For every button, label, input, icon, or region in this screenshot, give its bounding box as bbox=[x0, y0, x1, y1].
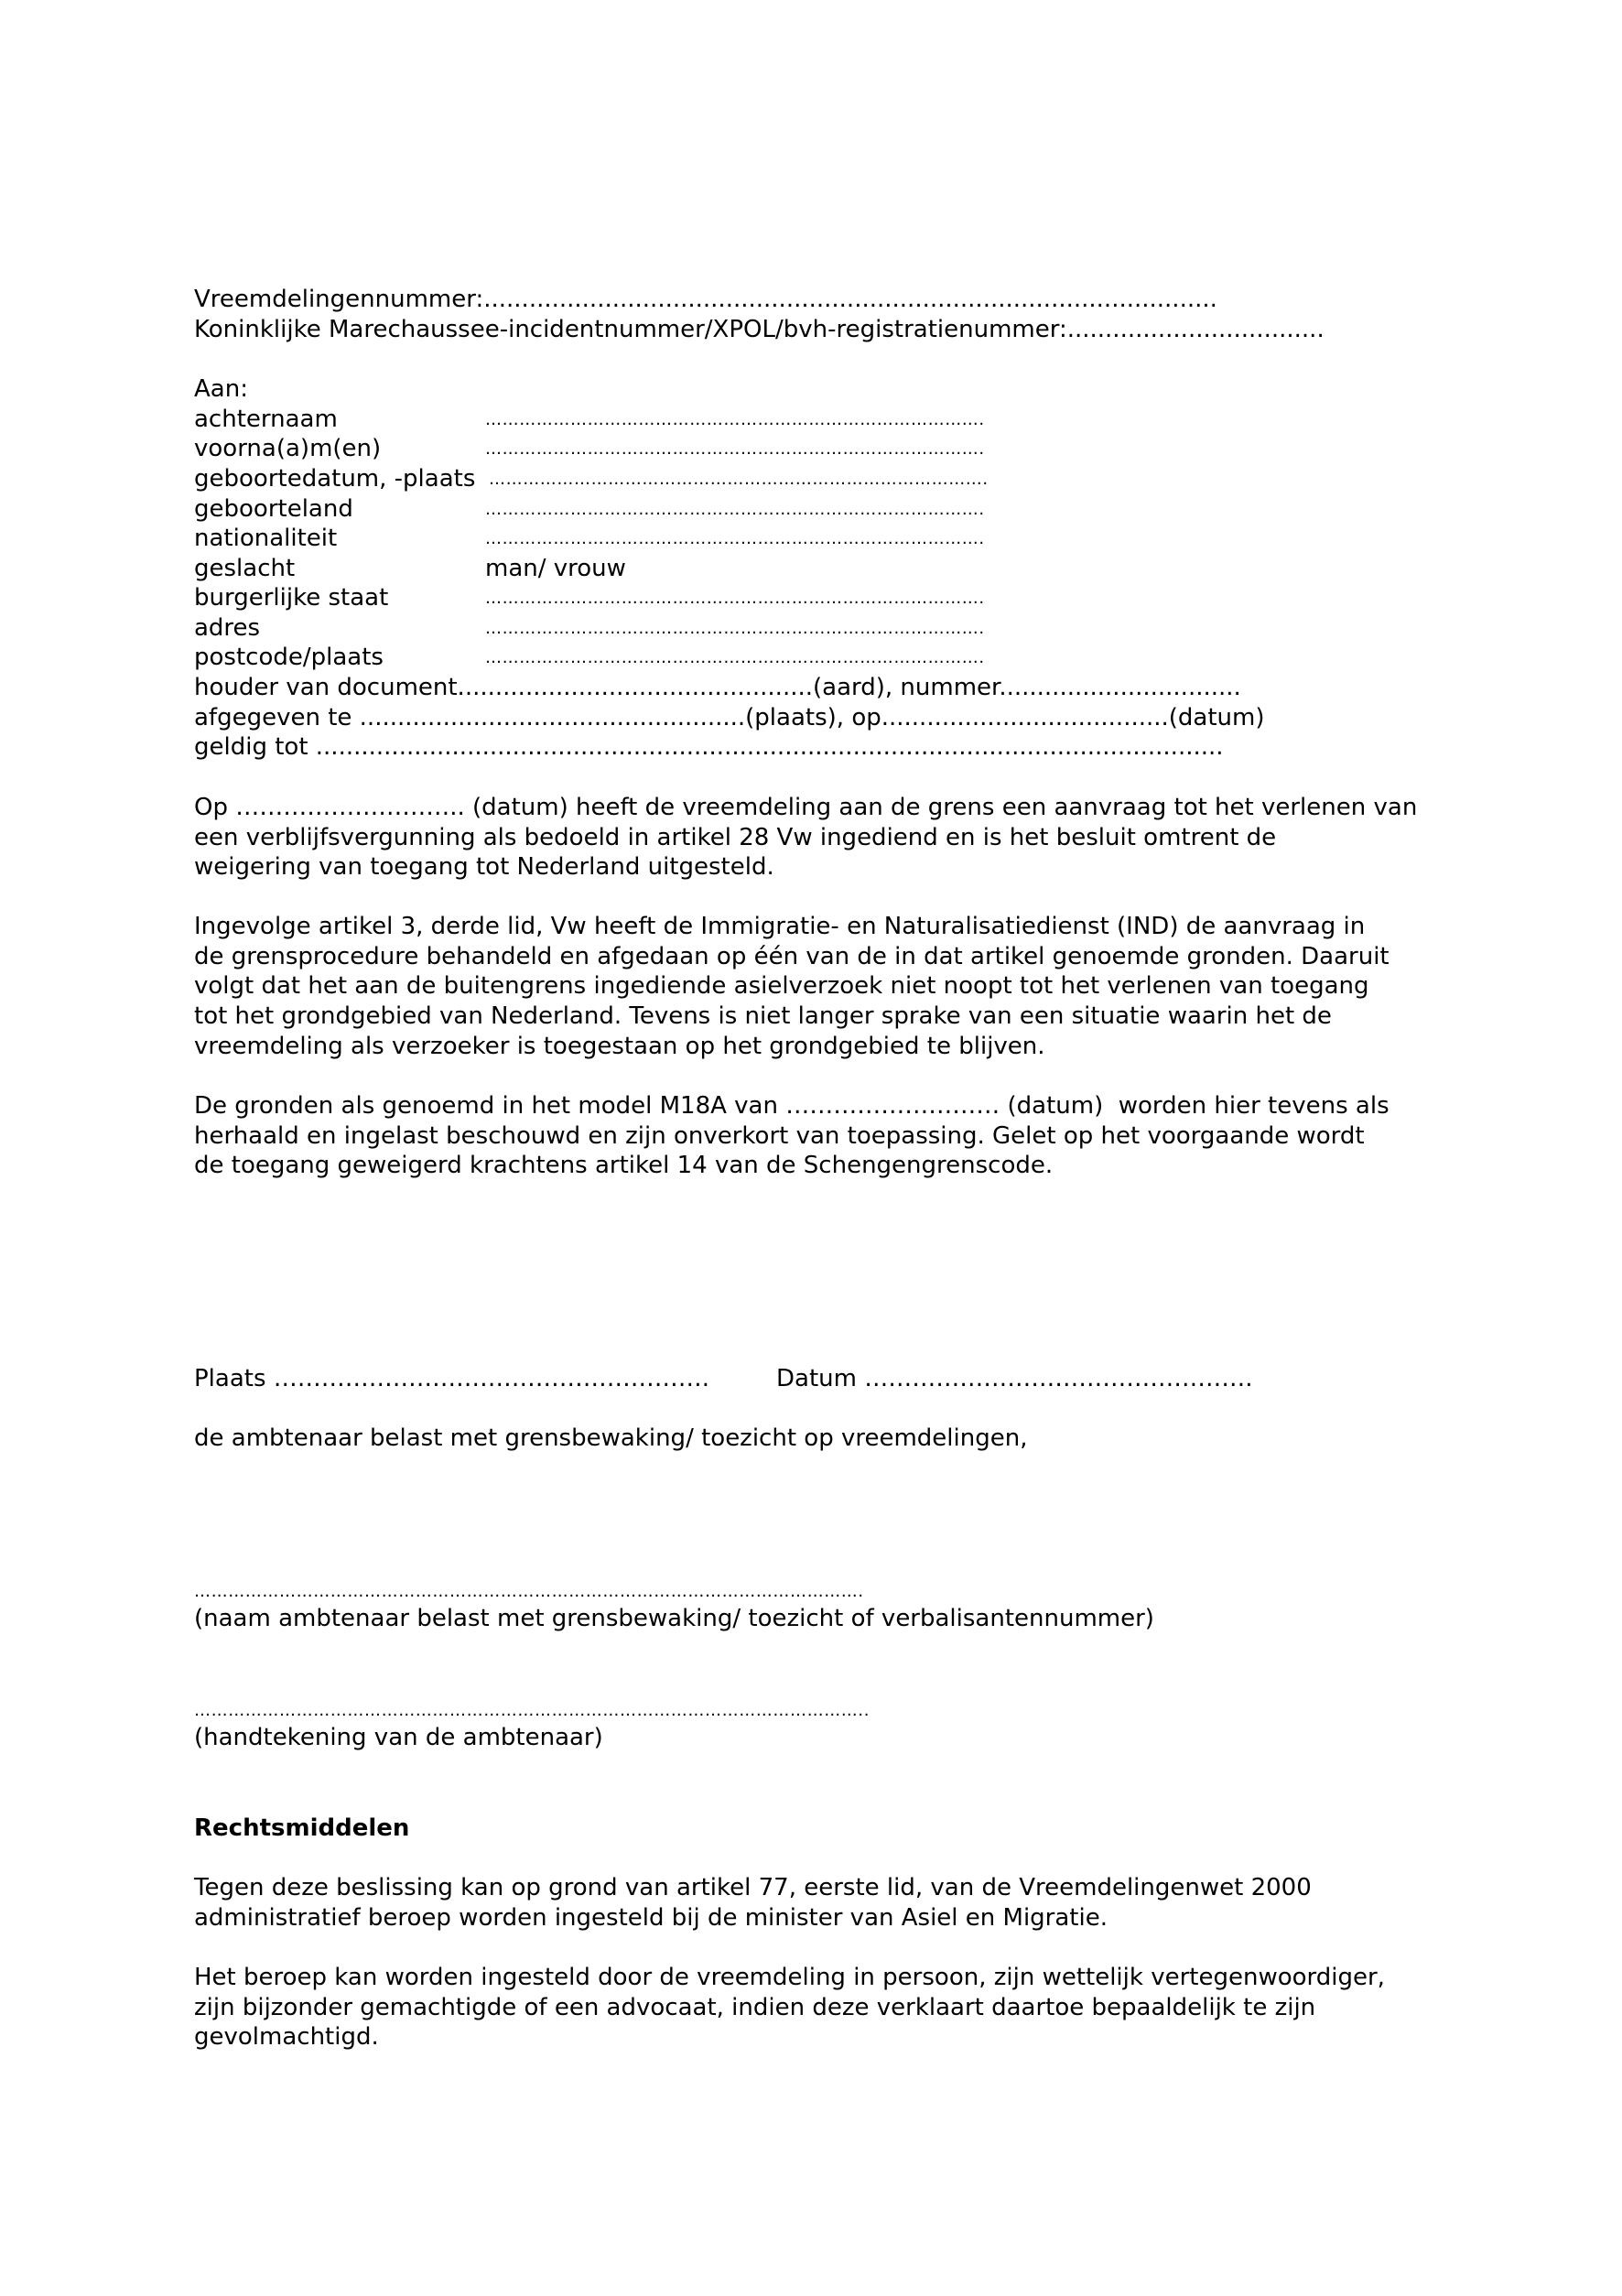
signature-caption: (handtekening van de ambtenaar) bbox=[194, 1724, 603, 1751]
paragraph-line: De gronden als genoemd in het model M18A van ……………………… (datum) worden hier tevens als bbox=[194, 1092, 1390, 1120]
field-value[interactable]: ……………………………………………………………………………. bbox=[485, 500, 985, 519]
field-value[interactable]: ……………………………………………………………………………. bbox=[485, 589, 985, 608]
signature-field[interactable]: ……………………………………………………………………………………………………….. bbox=[194, 1701, 870, 1720]
paragraph-line: Het beroep kan worden ingesteld door de vreemdeling in persoon, zijn wettelijk vertegenwoordiger, bbox=[194, 1964, 1385, 1991]
field-document-holder[interactable]: houder van document...............................................(aard), nummer................................ bbox=[194, 674, 1241, 701]
addressee-heading: Aan: bbox=[194, 375, 248, 403]
paragraph-line: de grensprocedure behandeld en afgedaan op één van de in dat artikel genoemde gronden. Daaruit bbox=[194, 942, 1390, 970]
field-label: achternaam bbox=[194, 406, 338, 433]
legal-remedies-heading: Rechtsmiddelen bbox=[194, 1814, 410, 1842]
paragraph-line: volgt dat het aan de buitengrens ingediende asielverzoek niet noopt tot het verlenen van toegang bbox=[194, 972, 1369, 1001]
official-name-field[interactable]: ………………………………………………………………………………………………………. bbox=[194, 1582, 864, 1601]
field-label: geboortedatum, -plaats bbox=[194, 465, 476, 493]
km-incident-number-field[interactable]: Koninklijke Marechaussee-incidentnummer/XPOL/bvh-registratienummer:.................................. bbox=[194, 316, 1325, 343]
field-label: voorna(a)m(en) bbox=[194, 435, 382, 462]
paragraph-line: administratief beroep worden ingesteld bij de minister van Asiel en Migratie. bbox=[194, 1903, 1108, 1932]
field-geslacht[interactable] bbox=[194, 554, 626, 584]
field-label: geboorteland bbox=[194, 495, 353, 523]
paragraph-line: vreemdeling als verzoeker is toegestaan op het grondgebied te blijven. bbox=[194, 1032, 1045, 1060]
field-value[interactable]: ……………………………………………………………………………. bbox=[489, 470, 989, 489]
paragraph-line: Ingevolge artikel 3, derde lid, Vw heeft de Immigratie- en Naturalisatiedienst (IND) de aanvraag in bbox=[194, 913, 1366, 940]
place-field[interactable]: Plaats ………………………………………………. bbox=[194, 1365, 710, 1392]
field-value[interactable]: ……………………………………………………………………………. bbox=[485, 410, 985, 429]
field-geboorteland[interactable] bbox=[194, 494, 985, 525]
paragraph-grounds bbox=[194, 1091, 1457, 1181]
field-label: adres bbox=[194, 614, 261, 642]
field-burgerlijke-staat[interactable] bbox=[194, 583, 985, 613]
field-label: nationaliteit bbox=[194, 525, 338, 552]
paragraph-line: de toegang geweigerd krachtens artikel 14 van de Schengengrenscode. bbox=[194, 1152, 1054, 1180]
official-statement: de ambtenaar belast met grensbewaking/ toezicht op vreemdelingen, bbox=[194, 1424, 1028, 1452]
field-value[interactable]: man/ vrouw bbox=[485, 555, 626, 582]
field-adres[interactable] bbox=[194, 613, 985, 644]
paragraph-appeal-basis bbox=[194, 1873, 1457, 1933]
field-value[interactable]: ……………………………………………………………………………. bbox=[485, 648, 985, 667]
paragraph-line: weigering van toegang tot Nederland uitgesteld. bbox=[194, 853, 774, 882]
paragraph-ind-decision bbox=[194, 912, 1457, 1062]
field-value[interactable]: ……………………………………………………………………………. bbox=[485, 529, 985, 548]
field-issued-at[interactable]: afgegeven te ...................................................(plaats), op......................................(datum) bbox=[194, 704, 1265, 731]
paragraph-line: zijn bijzonder gemachtigde of een advocaat, indien deze verklaart daartoe bepaaldelijk te zijn bbox=[194, 1993, 1316, 2021]
paragraph-line: een verblijfsvergunning als bedoeld in artikel 28 Vw ingediend en is het besluit omtrent de bbox=[194, 823, 1277, 851]
paragraph-line: gevolmachtigd. bbox=[194, 2023, 379, 2052]
field-nationaliteit[interactable] bbox=[194, 524, 985, 554]
date-field[interactable]: Datum …………………………………………. bbox=[776, 1365, 1253, 1392]
paragraph-appeal-who bbox=[194, 1963, 1457, 2052]
field-value[interactable]: ……………………………………………………………………………. bbox=[485, 439, 985, 459]
field-label: postcode/plaats bbox=[194, 644, 384, 671]
official-name-caption: (naam ambtenaar belast met grensbewaking/ toezicht of verbalisantennummer) bbox=[194, 1605, 1154, 1632]
paragraph-line: herhaald en ingelast beschouwd en zijn onverkort van toepassing. Gelet op het voorgaande wordt bbox=[194, 1121, 1365, 1150]
paragraph-line: Tegen deze beslissing kan op grond van artikel 77, eerste lid, van de Vreemdelingenwet 2000 bbox=[194, 1874, 1312, 1901]
paragraph-line: Op ……………………….. (datum) heeft de vreemdeling aan de grens een aanvraag tot het verlenen van bbox=[194, 794, 1418, 821]
field-geboortedatum-plaats[interactable] bbox=[194, 464, 989, 494]
field-value[interactable]: ……………………………………………………………………………. bbox=[485, 619, 985, 638]
field-postcode-plaats[interactable] bbox=[194, 643, 985, 673]
paragraph-line: tot het grondgebied van Nederland. Tevens is niet langer sprake van een situatie waarin het de bbox=[194, 1002, 1332, 1031]
field-voornamen[interactable] bbox=[194, 434, 985, 464]
vreemdelingennummer-field[interactable]: Vreemdelingennummer:................................................................................................. bbox=[194, 286, 1217, 313]
field-valid-until[interactable]: geldig tot ........................................................................................................................ bbox=[194, 733, 1224, 761]
field-label: geslacht bbox=[194, 555, 296, 582]
field-label: burgerlijke staat bbox=[194, 584, 389, 612]
field-achternaam[interactable] bbox=[194, 405, 985, 435]
paragraph-application bbox=[194, 793, 1457, 883]
